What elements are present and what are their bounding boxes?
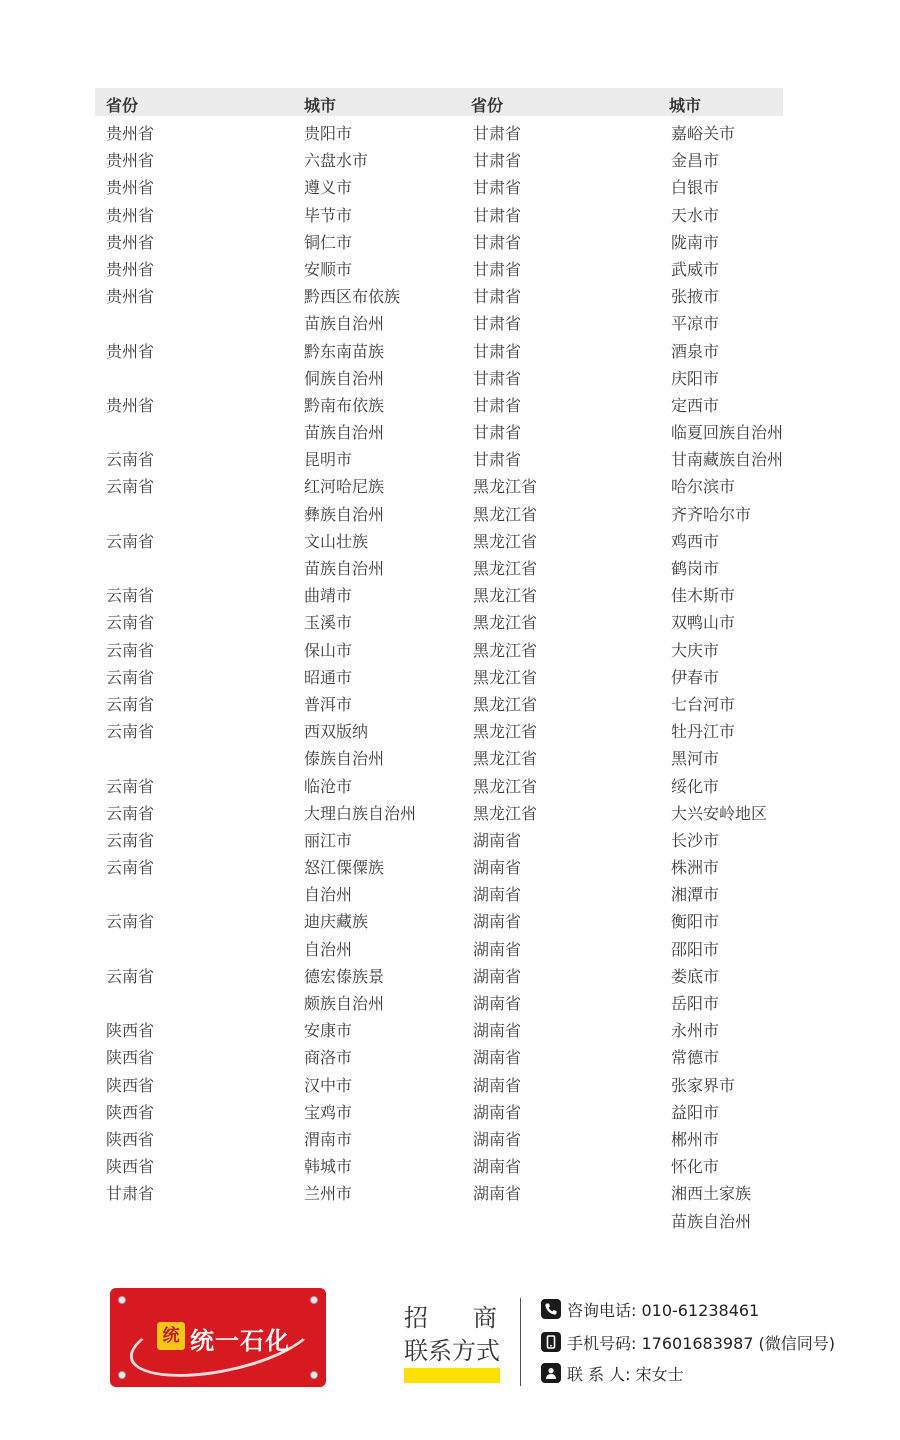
contact-method-title: 联系方式 [404, 1337, 500, 1365]
city-cell: 昆明市 [304, 450, 353, 470]
yellow-accent-bar [404, 1368, 500, 1383]
province-cell: 贵州省 [106, 287, 155, 307]
left-province-column [106, 120, 154, 1208]
province-cell: 黑龙江省 [473, 749, 538, 769]
city-cell: 衡阳市 [671, 912, 720, 932]
rivet [118, 1371, 126, 1379]
city-cell: 铜仁市 [304, 232, 353, 252]
city-cell: 商洛市 [304, 1048, 353, 1068]
city-cell: 文山壮族 [304, 531, 369, 551]
city-cell: 贵阳市 [304, 124, 353, 143]
city-cell: 岳阳市 [671, 994, 720, 1013]
province-cell: 甘肃省 [473, 232, 522, 252]
province-cell: 云南省 [106, 531, 155, 551]
province-cell: 湖南省 [473, 1048, 522, 1068]
province-cell: 黑龙江省 [473, 722, 538, 742]
city-cell: 安康市 [304, 1021, 353, 1041]
header-province-2: 省份 [471, 96, 504, 115]
province-cell: 甘肃省 [473, 205, 522, 225]
header-city-1: 城市 [304, 96, 337, 115]
city-cell: 黔西区布依族 [304, 287, 401, 307]
province-cell: 陕西省 [106, 1021, 155, 1041]
city-cell: 平凉市 [671, 314, 720, 334]
city-cell: 自治州 [304, 885, 353, 905]
city-cell: 西双版纳 [304, 722, 369, 742]
province-cell: 云南省 [106, 450, 155, 470]
province-cell: 黑龙江省 [473, 586, 538, 606]
province-cell: 湖南省 [473, 1021, 522, 1041]
city-cell: 丽江市 [304, 830, 353, 850]
city-cell: 甘南藏族自治州 [671, 450, 784, 470]
city-cell: 鸡西市 [671, 531, 720, 551]
city-cell: 毕节市 [304, 205, 353, 225]
city-cell: 绥化市 [671, 776, 720, 796]
city-cell: 彝族自治州 [304, 504, 385, 524]
province-cell: 湖南省 [473, 1157, 522, 1177]
right-province-column [473, 120, 537, 1208]
city-cell: 牡丹江市 [671, 722, 736, 742]
province-cell: 黑龙江省 [473, 504, 538, 524]
province-cell: 云南省 [106, 776, 155, 796]
province-cell: 黑龙江省 [473, 803, 538, 823]
province-cell: 云南省 [106, 694, 155, 714]
province-cell: 云南省 [106, 966, 155, 986]
province-cell: 黑龙江省 [473, 776, 538, 796]
mobile-icon [541, 1332, 561, 1352]
contact-person-icon [541, 1363, 561, 1383]
province-cell: 甘肃省 [473, 287, 522, 307]
province-cell: 湖南省 [473, 1184, 522, 1204]
city-cell: 苗族自治州 [671, 1211, 752, 1231]
right-city-column [671, 120, 783, 1235]
province-cell: 甘肃省 [473, 423, 522, 443]
province-cell: 黑龙江省 [473, 613, 538, 633]
consult-phone-text: 咨询电话: 010-61238461 [567, 1300, 760, 1320]
city-cell: 酒泉市 [671, 341, 720, 361]
city-cell: 鹤岗市 [671, 559, 720, 578]
city-cell: 常德市 [671, 1048, 720, 1068]
left-city-column [304, 120, 416, 1208]
city-cell: 玉溪市 [304, 613, 353, 633]
province-cell: 云南省 [106, 722, 155, 742]
city-cell: 娄底市 [671, 966, 720, 986]
city-cell: 保山市 [304, 640, 353, 660]
city-cell: 遵义市 [304, 178, 353, 198]
city-cell: 曲靖市 [304, 586, 353, 606]
mobile-text: 手机号码: 17601683987 (微信同号) [567, 1333, 836, 1353]
city-cell: 红河哈尼族 [304, 477, 385, 497]
logo-badge: 统 [157, 1322, 185, 1350]
province-cell [106, 501, 154, 528]
province-cell: 黑龙江省 [473, 640, 538, 660]
city-cell: 齐齐哈尔市 [671, 504, 752, 524]
province-cell: 贵州省 [106, 151, 155, 171]
consult-phone-row [541, 1297, 759, 1321]
province-cell: 云南省 [106, 667, 155, 687]
province-cell [106, 936, 154, 963]
phone-icon [541, 1299, 561, 1319]
province-cell: 甘肃省 [106, 1184, 155, 1204]
city-cell: 武威市 [671, 259, 720, 279]
city-cell: 长沙市 [671, 830, 720, 850]
province-cell: 甘肃省 [473, 341, 522, 361]
province-cell: 湖南省 [473, 994, 522, 1013]
city-cell: 益阳市 [671, 1102, 720, 1122]
header-city-2: 城市 [669, 96, 702, 115]
rivet [310, 1371, 318, 1379]
city-cell: 金昌市 [671, 151, 720, 171]
city-cell: 湘潭市 [671, 885, 720, 905]
province-cell: 黑龙江省 [473, 559, 538, 578]
logo-brand-text: 统一石化 [190, 1327, 290, 1355]
city-cell: 颇族自治州 [304, 994, 385, 1013]
city-cell: 怒江傈僳族 [304, 858, 385, 878]
province-cell: 甘肃省 [473, 368, 522, 388]
province-cell: 黑龙江省 [473, 667, 538, 687]
province-cell: 黑龙江省 [473, 694, 538, 714]
city-cell: 普洱市 [304, 694, 353, 714]
province-cell: 湖南省 [473, 966, 522, 986]
province-cell: 云南省 [106, 613, 155, 633]
city-cell: 张家界市 [671, 1075, 736, 1095]
city-cell: 大庆市 [671, 640, 720, 660]
province-cell: 甘肃省 [473, 124, 522, 143]
province-cell: 贵州省 [106, 259, 155, 279]
contact-person-text: 联 系 人: 宋女士 [567, 1364, 684, 1384]
city-cell: 永州市 [671, 1021, 720, 1041]
province-cell: 甘肃省 [473, 178, 522, 198]
city-cell: 安顺市 [304, 259, 353, 279]
city-cell: 伊春市 [671, 667, 720, 687]
city-cell: 株洲市 [671, 858, 720, 878]
province-cell: 贵州省 [106, 124, 155, 143]
province-cell: 陕西省 [106, 1129, 155, 1149]
city-cell: 韩城市 [304, 1157, 353, 1177]
city-cell: 佳木斯市 [671, 586, 736, 606]
city-cell: 苗族自治州 [304, 559, 385, 578]
province-cell: 湖南省 [473, 1075, 522, 1095]
province-cell: 陕西省 [106, 1157, 155, 1177]
city-cell: 兰州市 [304, 1184, 353, 1204]
city-cell: 傣族自治州 [304, 749, 385, 769]
province-cell: 甘肃省 [473, 395, 522, 415]
province-cell: 湖南省 [473, 1129, 522, 1149]
city-cell: 嘉峪关市 [671, 124, 736, 143]
province-cell: 贵州省 [106, 395, 155, 415]
city-cell: 庆阳市 [671, 368, 720, 388]
province-cell: 贵州省 [106, 205, 155, 225]
province-cell: 云南省 [106, 830, 155, 850]
city-cell: 迪庆藏族 [304, 912, 369, 932]
rivet [118, 1296, 126, 1304]
city-cell: 黔东南苗族 [304, 341, 385, 361]
city-cell: 自治州 [304, 939, 353, 959]
province-cell: 湖南省 [473, 1102, 522, 1122]
province-cell: 湖南省 [473, 885, 522, 905]
city-cell: 黑河市 [671, 749, 720, 769]
city-cell: 双鸭山市 [671, 613, 736, 633]
province-cell: 甘肃省 [473, 314, 522, 334]
province-cell: 云南省 [106, 912, 155, 932]
province-cell: 贵州省 [106, 341, 155, 361]
city-cell: 郴州市 [671, 1129, 720, 1149]
province-cell [106, 310, 154, 337]
province-cell: 贵州省 [106, 232, 155, 252]
mobile-row [541, 1330, 835, 1354]
city-cell: 临沧市 [304, 776, 353, 796]
province-cell: 陕西省 [106, 1102, 155, 1122]
city-cell: 张掖市 [671, 287, 720, 307]
city-cell: 苗族自治州 [304, 423, 385, 443]
province-cell: 云南省 [106, 858, 155, 878]
city-cell: 陇南市 [671, 232, 720, 252]
city-cell: 六盘水市 [304, 151, 369, 171]
province-cell [106, 365, 154, 392]
province-cell: 黑龙江省 [473, 531, 538, 551]
header-province-1: 省份 [106, 96, 139, 115]
city-cell: 苗族自治州 [304, 314, 385, 334]
province-cell: 陕西省 [106, 1075, 155, 1095]
rivet [310, 1296, 318, 1304]
province-cell: 湖南省 [473, 939, 522, 959]
invite-char-2: 商 [473, 1304, 497, 1332]
city-cell: 定西市 [671, 395, 720, 415]
city-cell: 七台河市 [671, 694, 736, 714]
city-cell: 湘西土家族 [671, 1184, 752, 1204]
province-cell: 湖南省 [473, 912, 522, 932]
city-cell: 天水市 [671, 205, 720, 225]
province-cell: 甘肃省 [473, 450, 522, 470]
province-cell: 贵州省 [106, 178, 155, 198]
city-cell: 汉中市 [304, 1075, 353, 1095]
province-cell [106, 419, 154, 446]
city-cell: 邵阳市 [671, 939, 720, 959]
invite-char-1: 招 [404, 1304, 429, 1332]
province-cell: 湖南省 [473, 830, 522, 850]
city-cell: 宝鸡市 [304, 1102, 353, 1122]
province-cell [106, 990, 154, 1017]
contact-person-row [541, 1361, 684, 1385]
city-cell: 侗族自治州 [304, 368, 385, 388]
city-cell: 黔南布依族 [304, 395, 385, 415]
city-cell: 哈尔滨市 [671, 477, 736, 497]
vertical-divider [520, 1298, 521, 1386]
province-cell [106, 745, 154, 772]
province-cell: 湖南省 [473, 858, 522, 878]
city-cell: 渭南市 [304, 1129, 353, 1149]
province-cell [106, 555, 154, 582]
company-logo [110, 1288, 326, 1387]
city-cell: 白银市 [671, 178, 720, 198]
province-cell: 云南省 [106, 586, 155, 606]
city-cell: 昭通市 [304, 667, 353, 687]
province-cell: 甘肃省 [473, 259, 522, 279]
province-cell: 云南省 [106, 803, 155, 823]
province-cell: 云南省 [106, 640, 155, 660]
city-cell: 怀化市 [671, 1157, 720, 1177]
city-cell: 临夏回族自治州 [671, 423, 784, 443]
table-header [95, 88, 783, 116]
province-cell [106, 881, 154, 908]
province-cell: 黑龙江省 [473, 477, 538, 497]
city-cell: 大理白族自治州 [304, 803, 417, 823]
city-cell: 大兴安岭地区 [671, 803, 768, 823]
province-cell: 甘肃省 [473, 151, 522, 171]
province-cell: 陕西省 [106, 1048, 155, 1068]
province-cell: 云南省 [106, 477, 155, 497]
city-cell: 德宏傣族景 [304, 966, 385, 986]
